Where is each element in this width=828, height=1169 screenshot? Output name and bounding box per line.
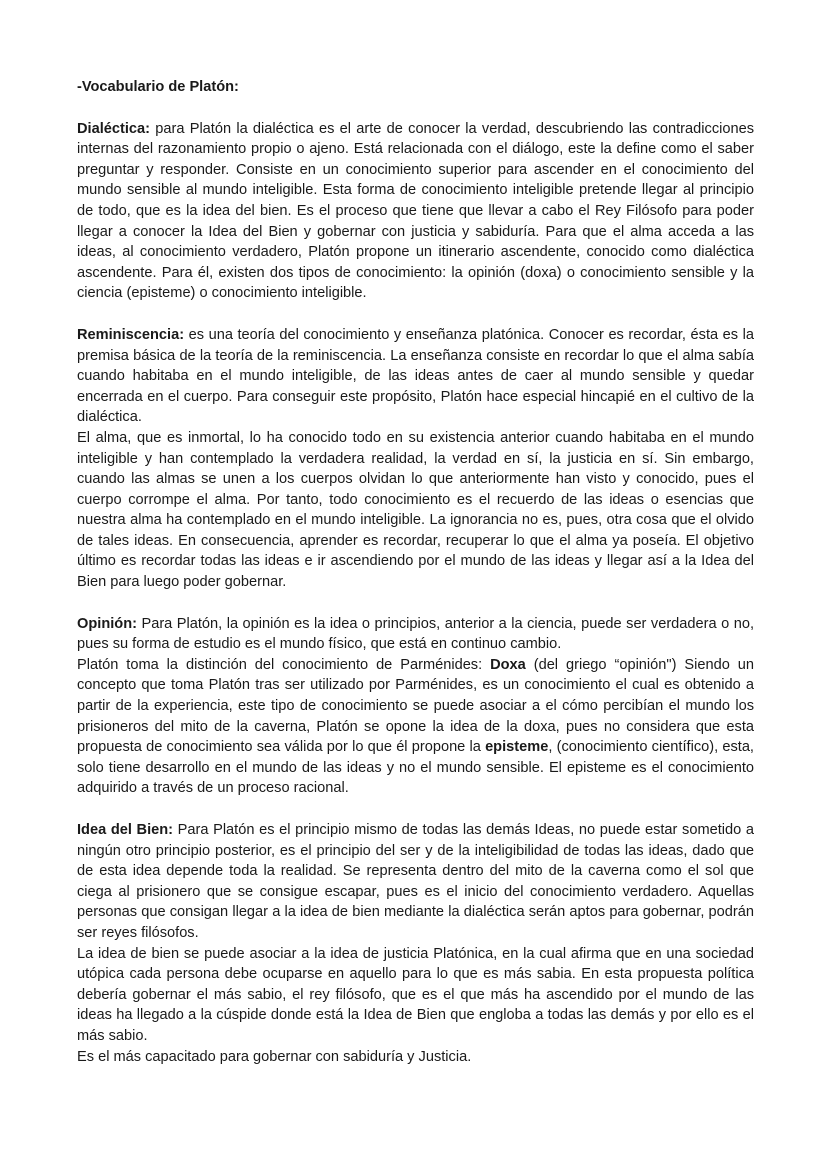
opinion-text-2c: , (conocimiento científico), esta, solo tiene desarrollo en el mundo de las ideas y no el mundo sensible. El episteme es el conocimiento adquirido a través de un proceso racional. [77,739,754,797]
idea-bien-paragraph-3: Es el más capacitado para gobernar con sabiduría y Justicia. [77,1048,472,1065]
reminiscencia-text-1: es una teoría del conocimiento y enseñanza platónica. Conocer es recordar, ésta es la premisa básica de la teoría de la reminiscencia. La enseñanza consiste en recordar lo que el alma sabía cuando habitaba en el mundo inteligible, de las ideas antes de caer al mundo sensible y quedar encerrada en el cuerpo. Para conseguir este propósito, Platón hace especial hincapié en el cultivo de la dialéctica. [77,326,754,426]
section-opinion [77,614,754,799]
section-reminiscencia [77,325,754,593]
term-reminiscencia: Reminiscencia: [77,326,185,343]
opinion-paragraph-2 [77,655,754,799]
idea-bien-paragraph-2: La idea de bien se puede asociar a la idea de justicia Platónica, en la cual afirma que en una sociedad utópica cada persona debe ocuparse en aquello para lo que es más sabia. En esta propuesta política debería gobernar el más sabio, el rey filósofo, que es el que más ha ascendido por el mundo de las ideas ha llegado a la cúspide donde está la Idea de Bien que engloba a todas las demás y por ello es el más sabio. [77,945,754,1044]
opinion-text-2a: Platón toma la distinción del conocimiento de Parménides: [77,656,491,673]
document-page [77,70,754,1067]
section-idea-del-bien [77,820,754,1067]
reminiscencia-paragraph-1 [77,325,754,428]
section-dialectica [77,119,754,304]
document-title: -Vocabulario de Platón: [77,79,239,95]
reminiscencia-paragraph-2: El alma, que es inmortal, lo ha conocido todo en su existencia anterior cuando habitaba en el mundo inteligible y han contemplado la verdadera realidad, la verdad en sí, la justicia en sí. Sin embargo, cuando las almas se unen a los cuerpos olvidan lo que anteriormente han visto y conocido, pues el cuerpo corrompe el alma. Por tanto, todo conocimiento es el recuerdo de las ideas o esencias que nuestra alma ha contemplado en el mundo inteligible. La ignorancia no es, pues, otra cosa que el olvido de tales ideas. En consecuencia, aprender es recordar, recuperar lo que el alma ya poseía. El objetivo último es recordar todas las ideas e ir ascendiendo por el mundo de las ideas y llegar así a la Idea del Bien para luego poder gobernar. [77,429,754,591]
term-dialectica: Dialéctica: [77,120,151,137]
term-opinion: Opinión: [77,615,137,632]
term-doxa: Doxa [490,656,526,673]
dialectica-text: para Platón la dialéctica es el arte de conocer la verdad, descubriendo las contradicciones internas del razonamiento propio o ajeno. Está relacionada con el diálogo, este la define como el saber preguntar y responder. Consiste en un conocimiento superior para ascender en el conocimiento del mundo sensible al mundo inteligible. Esta forma de conocimiento inteligible pretende llegar al principio de todo, que es la idea del bien. Es el proceso que tiene que llevar a cabo el Rey Filósofo para poder llegar a conocer la Idea del Bien y gobernar con justicia y sabiduría. Para que el alma acceda a las ideas, al conocimiento verdadero, Platón propone un itinerario ascendente, conocido como dialéctica ascendente. Para él, existen dos tipos de conocimiento: la opinión (doxa) o conocimiento sensible y la ciencia (episteme) o conocimiento inteligible. [77,120,754,302]
opinion-paragraph-1 [77,614,754,655]
dialectica-paragraph [77,119,754,304]
opinion-text-2b: (del griego “opinión") Siendo un concepto que toma Platón tras ser utilizado por Parménides, es un conocimiento el cual es obtenido a partir de la experiencia, este tipo de conocimiento se puede asociar a el cómo percibían el mundo los prisioneros del mito de la caverna, Platón se opone la idea de la doxa, pues no considera que esta propuesta de conocimiento sea válida por lo que él propone la [77,656,754,756]
opinion-text-1: Para Platón, la opinión es la idea o principios, anterior a la ciencia, puede ser verdadera o no, pues su forma de estudio es el mundo físico, que está en continuo cambio. [77,615,754,653]
idea-bien-paragraph-1 [77,820,754,944]
term-episteme: episteme [485,739,549,756]
term-idea-del-bien: Idea del Bien: [77,822,174,838]
idea-bien-text-1: Para Platón es el principio mismo de todas las demás Ideas, no puede estar sometido a ningún otro principio posterior, es el principio del ser y de la inteligibilidad de todas las ideas, dado que de esta idea depende toda la realidad. Se representa dentro del mito de la caverna como el sol que ciega al prisionero que se consigue escapar, pues es el inicio del conocimiento verdadero. Aquellas personas que consigan llegar a la idea de bien mediante la dialéctica serán aptos para gobernar, podrán ser reyes filósofos. [77,822,754,941]
